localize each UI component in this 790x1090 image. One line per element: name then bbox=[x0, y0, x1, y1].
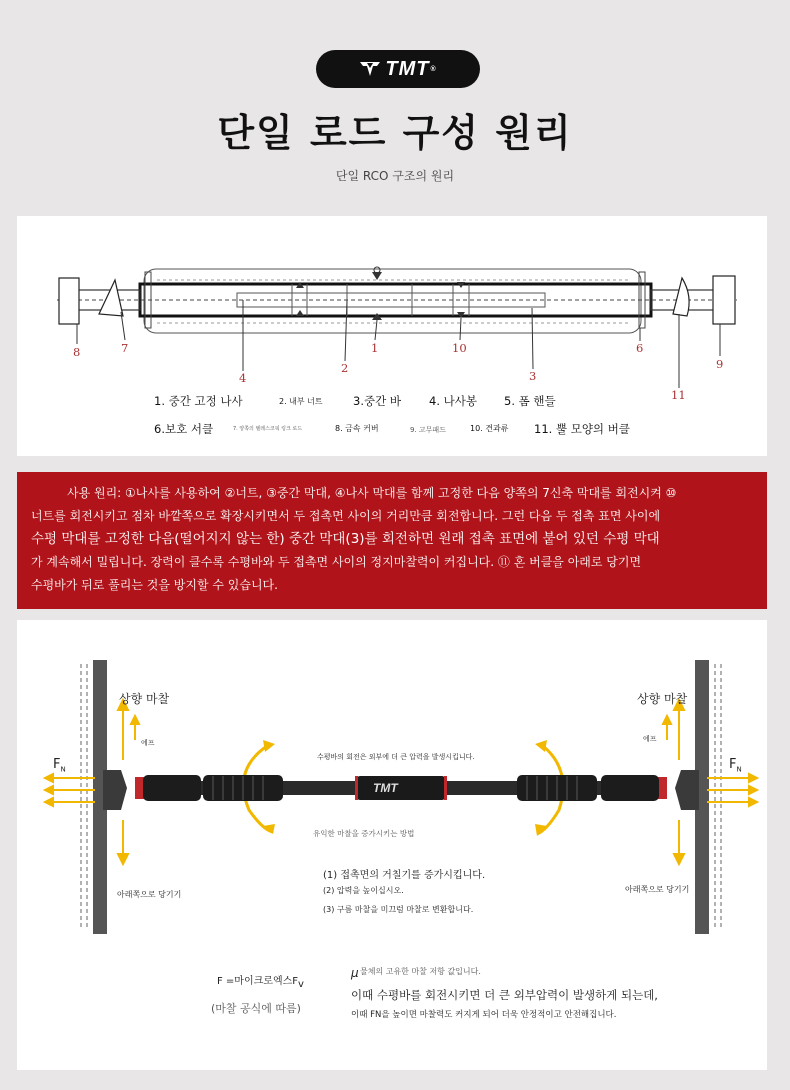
legend-item-3: 3.중간 바 bbox=[353, 394, 401, 408]
page-subtitle: 단일 RCO 구조의 원리 bbox=[335, 169, 455, 183]
formula-note: (마찰 공식에 따름) bbox=[211, 1002, 301, 1015]
legend-item-10: 10. 견과류 bbox=[470, 424, 509, 433]
legend-item-11: 11. 뿔 모양의 버클 bbox=[534, 422, 630, 436]
page-title: 단일 로드 구성 원리 bbox=[217, 111, 573, 155]
method-2: (2) 압력을 높이십시오. bbox=[323, 886, 404, 895]
bar-logo: TMT bbox=[373, 781, 398, 795]
explanation-line-1: 이때 수평바를 회전시키면 더 큰 외부압력이 발생하게 되는데, bbox=[351, 988, 658, 1002]
upward-friction-label-left: 상향 마찰 bbox=[119, 692, 170, 706]
callout-4: 4 bbox=[239, 371, 247, 385]
logo-text: TMT bbox=[385, 57, 430, 80]
usage-line-5: 수평바가 뒤로 풀리는 것을 방지할 수 있습니다. bbox=[31, 578, 278, 592]
mu-symbol: μ bbox=[351, 966, 359, 980]
fn-label-right: $F_N$ bbox=[729, 757, 742, 774]
usage-principle-box bbox=[17, 472, 767, 609]
callout-11: 11 bbox=[671, 388, 686, 402]
f-label-left: 에프 bbox=[141, 739, 155, 747]
logo-registered: ® bbox=[430, 65, 437, 73]
usage-line-4: 가 계속해서 밀립니다. 장력이 클수록 수평바와 두 접촉면 사이의 정지마찰력이 커집니다. ⑪ 혼 버클을 아래로 당기면 bbox=[31, 555, 642, 569]
legend-item-6: 6.보호 서클 bbox=[154, 422, 214, 436]
f-label-right: 에프 bbox=[643, 735, 657, 743]
callout-2: 2 bbox=[341, 361, 349, 375]
callout-3: 3 bbox=[529, 369, 537, 383]
rotation-note: 수평바의 회전은 외부에 더 큰 압력을 발생시킵니다. bbox=[317, 753, 475, 761]
legend-item-9: 9. 고무패드 bbox=[410, 426, 446, 434]
friction-formula: F =마이크로엑스$F_v$ bbox=[217, 976, 304, 990]
method-title: 유익한 마찰을 증가시키는 방법 bbox=[313, 829, 415, 838]
tmt-logo-icon bbox=[359, 60, 381, 78]
usage-line-3: 수평 막대를 고정한 다음(떨어지지 않는 한) 중간 막대(3)를 회전하면 원래 접촉 표면에 붙어 있던 수평 막대 bbox=[31, 531, 660, 547]
method-1: (1) 접촉면의 거칠기를 증가시킵니다. bbox=[323, 870, 486, 881]
legend-item-7: 7. 양쪽의 텔레스코픽 링크 로드 bbox=[233, 426, 303, 432]
legend-item-1: 1. 중간 고정 나사 bbox=[154, 394, 243, 408]
upward-friction-label-right: 상향 마찰 bbox=[637, 692, 688, 706]
brand-logo bbox=[316, 50, 480, 88]
callout-7: 7 bbox=[121, 341, 129, 355]
callout-8: 8 bbox=[73, 345, 81, 359]
callout-9: 9 bbox=[716, 357, 724, 371]
mu-description: 물체의 고유한 마찰 저항 값입니다. bbox=[360, 967, 481, 976]
fn-label-left: $F_N$ bbox=[53, 757, 66, 774]
bar-structure-diagram bbox=[17, 216, 767, 456]
usage-line-2: 너트를 회전시키고 점차 바깥쪽으로 확장시키면서 두 접촉면 사이의 거리만큼 회전합니다. 그런 다음 두 접촉 표면 사이에 bbox=[31, 509, 661, 523]
legend-item-5: 5. 폼 핸들 bbox=[504, 394, 556, 408]
usage-line-1: 사용 원리: ①나사를 사용하여 ②너트, ③중간 막대, ④나사 막대를 함께 고정한 다음 양쪽의 7신축 막대를 회전시켜 ⑩ bbox=[67, 486, 677, 500]
legend-item-8: 8. 금속 커버 bbox=[335, 424, 379, 433]
pull-down-label-left: 아래쪽으로 당기기 bbox=[117, 890, 182, 899]
pull-down-label-right: 아래쪽으로 당기기 bbox=[625, 885, 690, 894]
structure-diagram-panel bbox=[17, 216, 767, 456]
callout-1: 1 bbox=[371, 341, 379, 355]
legend-item-2: 2. 내부 너트 bbox=[279, 397, 323, 406]
method-3: (3) 구름 마찰을 미끄럼 마찰로 변환합니다. bbox=[323, 905, 474, 914]
friction-physics-panel bbox=[17, 620, 767, 1070]
callout-6: 6 bbox=[636, 341, 644, 355]
callout-10: 10 bbox=[452, 341, 467, 355]
legend-item-4: 4. 나사봉 bbox=[429, 394, 477, 408]
explanation-line-2: 이때 FN을 높이면 마찰력도 커지게 되어 더욱 안정적이고 안전해집니다. bbox=[351, 1010, 617, 1020]
